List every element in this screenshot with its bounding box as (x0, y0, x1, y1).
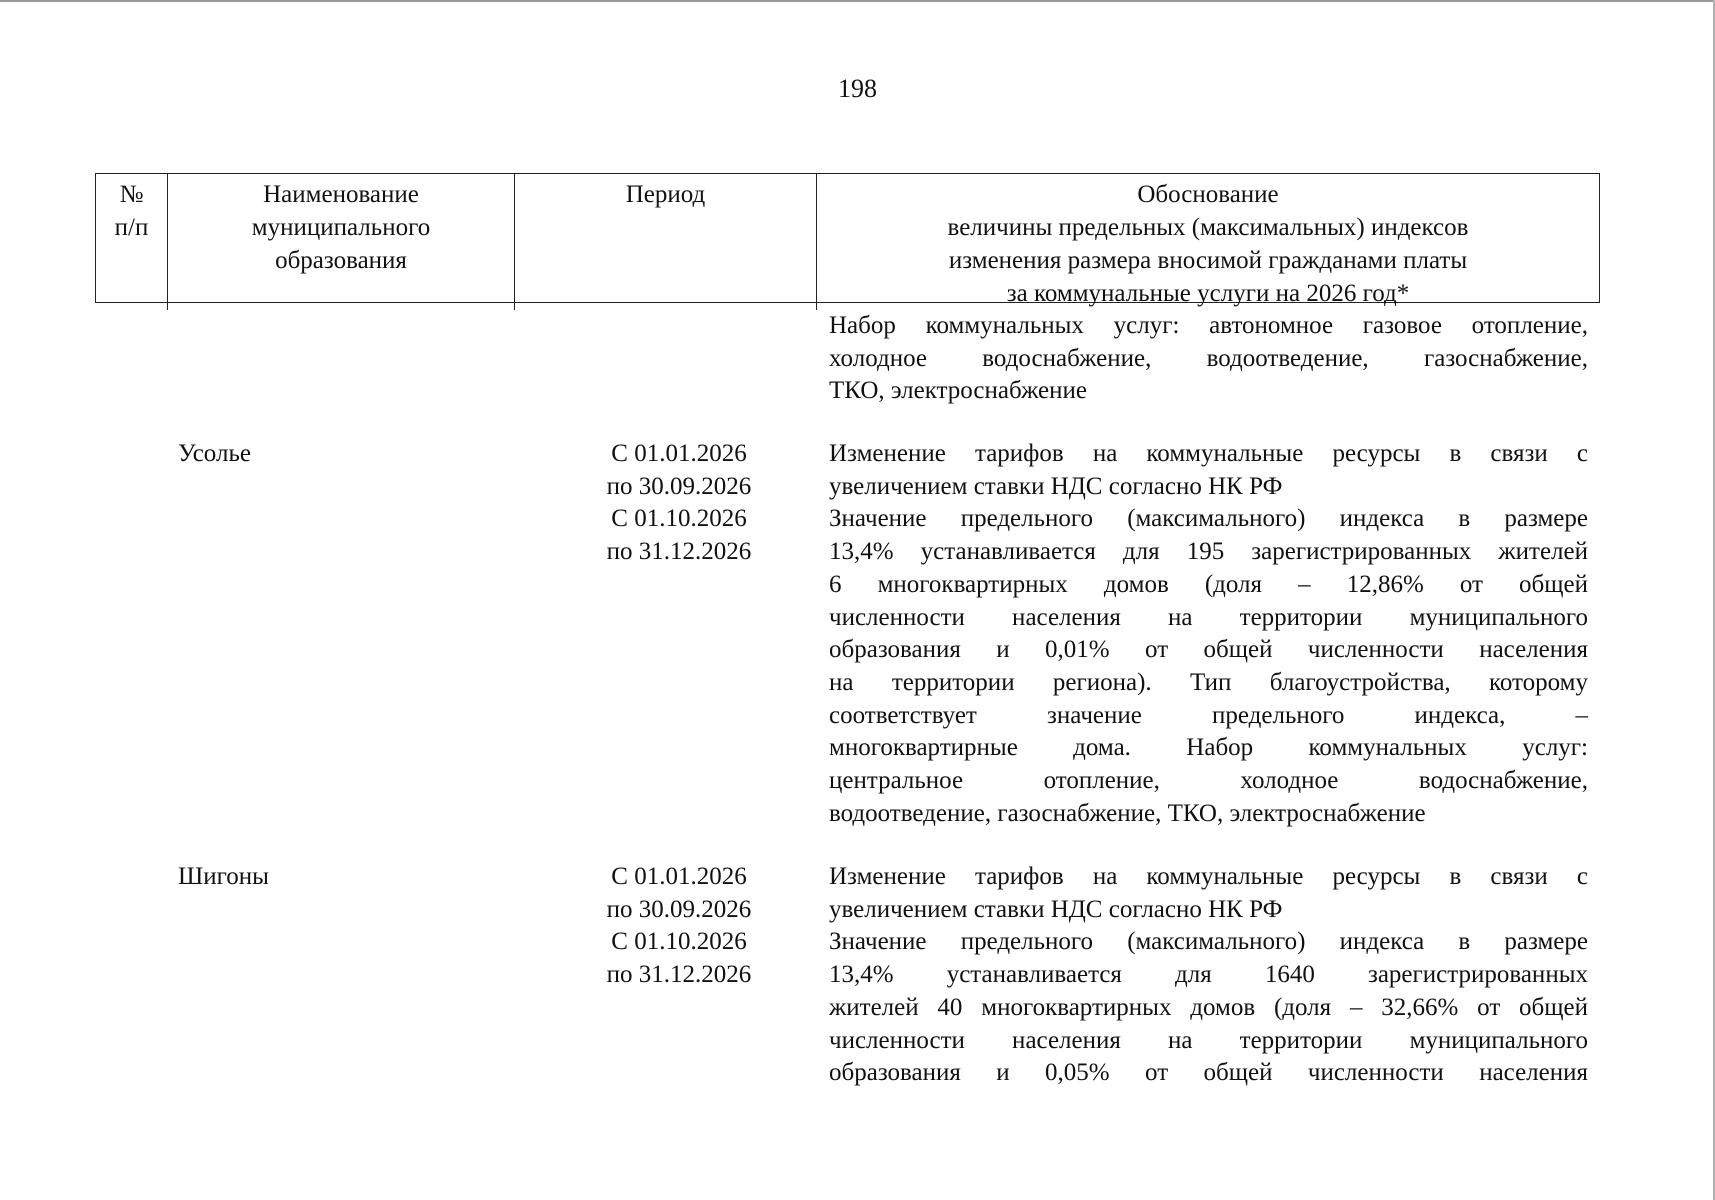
row-justification-tariff (829, 861, 1588, 894)
continuation-last-line (829, 375, 1087, 408)
row-justification-tariff (829, 438, 1588, 471)
text-line: численности населения на территории муниципального (829, 1026, 1588, 1054)
period-line: С 01.01.2026 (611, 863, 747, 890)
table-header (95, 173, 1600, 307)
text-line: Значение предельного (максимального) индекса в размере (829, 505, 1588, 533)
period-line: по 31.12.2026 (606, 961, 752, 989)
text-line: многоквартирные дома. Набор коммунальных услуг: (829, 734, 1588, 762)
scan-top-edge (0, 0, 1715, 2)
period-line: С 01.10.2026 (611, 928, 747, 956)
header-line: за коммунальные услуги на 2026 год* (1006, 280, 1410, 307)
row-justification-index (829, 926, 1588, 1090)
header-line: Наименование (263, 181, 419, 208)
header-line: п/п (114, 214, 149, 241)
header-col-period (514, 174, 816, 310)
text-line: 6 многоквартирных домов (доля – 12,86% от общей (829, 570, 1588, 598)
text-line: 13,4% устанавливается для 195 зарегистрированных жителей (829, 538, 1588, 566)
text-line: образования и 0,01% от общей численности населения (829, 636, 1588, 664)
text-line: водоотведение, газоснабжение, ТКО, электроснабжение (829, 799, 1426, 827)
page-number: 198 (838, 74, 877, 103)
text-line: соответствует значение предельного индекса, – (829, 701, 1588, 729)
header-line: величины предельных (максимальных) индексов (947, 214, 1469, 241)
row-period (560, 861, 798, 992)
text-line: 13,4% устанавливается для 1640 зарегистрированных (829, 961, 1588, 989)
row-justification-tariff-end (829, 471, 1282, 504)
text-line: Изменение тарифов на коммунальные ресурсы в связи с (829, 440, 1588, 467)
row-period (560, 438, 798, 569)
text-line: увеличением ставки НДС согласно НК РФ (829, 895, 1283, 923)
header-col-municipality (167, 174, 514, 310)
text-line: численности населения на территории муниципального (829, 603, 1588, 631)
row-justification-index-end (829, 798, 1426, 831)
header-line: муниципального (251, 214, 431, 241)
row-municipality: Усолье (178, 440, 251, 467)
text-line: Значение предельного (максимального) индекса в размере (829, 928, 1588, 956)
period-line: С 01.10.2026 (611, 505, 747, 533)
text-line: холодное водоснабжение, водоотведение, газоснабжение, (829, 344, 1588, 372)
continuation-paragraph (829, 310, 1588, 375)
row-justification-tariff-end (829, 894, 1282, 927)
header-line: образования (275, 247, 407, 274)
text-line: ТКО, электроснабжение (829, 377, 1087, 405)
text-line: жителей 40 многоквартирных домов (доля – 32,66% от общей (829, 993, 1588, 1021)
text-line: Изменение тарифов на коммунальные ресурсы в связи с (829, 863, 1588, 890)
text-line: образования и 0,05% от общей численности населения (829, 1059, 1588, 1087)
header-line: изменения размера вносимой гражданами платы (948, 247, 1468, 274)
header-line: Обоснование (1137, 181, 1279, 208)
text-line: центральное отопление, холодное водоснабжение, (829, 767, 1588, 795)
period-line: С 01.01.2026 (611, 440, 747, 467)
header-line: № (119, 181, 144, 208)
header-col-number (96, 174, 167, 310)
period-line: по 31.12.2026 (606, 538, 752, 566)
header-col-justification (816, 174, 1599, 310)
text-line: увеличением ставки НДС согласно НК РФ (829, 472, 1283, 500)
text-line: Набор коммунальных услуг: автономное газовое отопление, (829, 312, 1588, 339)
header-line: Период (625, 181, 706, 208)
period-line: по 30.09.2026 (606, 472, 752, 500)
row-justification-index (829, 503, 1588, 797)
text-line: на территории региона). Тип благоустройства, которому (829, 668, 1588, 696)
period-line: по 30.09.2026 (606, 895, 752, 923)
row-municipality: Шигоны (178, 863, 269, 890)
